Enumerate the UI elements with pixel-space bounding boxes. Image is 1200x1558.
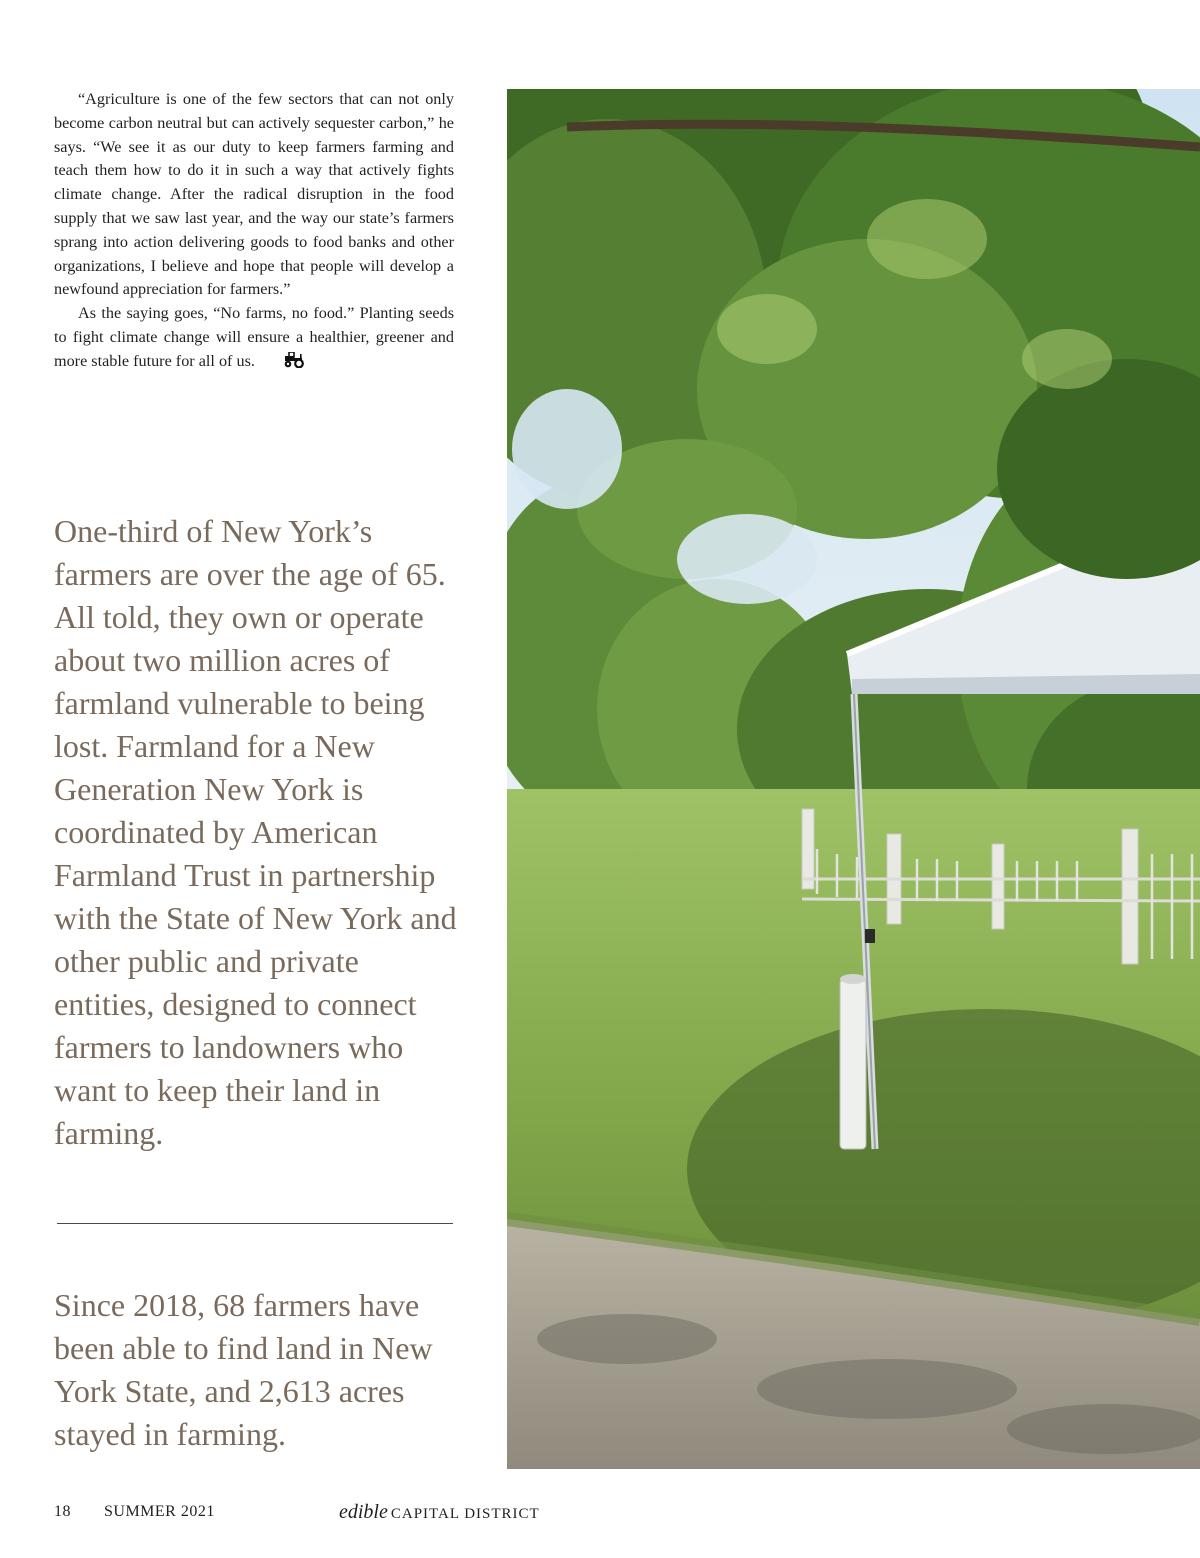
issue-label: SUMMER 2021: [104, 1503, 215, 1520]
publication-name-italic: edible: [339, 1501, 388, 1523]
photo-illustration: [507, 89, 1200, 1469]
page-number: 18: [54, 1503, 71, 1520]
article-body: [54, 88, 454, 376]
article-paragraph-text: As the saying goes, “No farms, no food.” Planting seeds to fight climate change will ensure a healthier, greener and more stable future for all of us.: [54, 304, 454, 370]
article-paragraph-closing: [54, 302, 454, 375]
tractor-icon: [259, 352, 305, 376]
publication-region: CAPITAL DISTRICT: [390, 1506, 540, 1522]
pull-quote-farmers-age: One-third of New York’s farmers are over the age of 65. All told, they own or operate about two million acres of farmland vulnerable to being lost. Farmland for a New Generation New York is coordinated by American Farmland Trust in partnership with the State of New York and other public and private entities, designed to connect farmers to landowners who want to keep their land in farming.: [54, 513, 457, 1151]
divider: [57, 1223, 453, 1224]
pull-quote-farmers-found-land: Since 2018, 68 farmers have been able to find land in New York State, and 2,613 acres stayed in farming.: [54, 1287, 433, 1452]
article-paragraph: “Agriculture is one of the few sectors that can not only become carbon neutral but can actively sequester carbon,” he says. “We see it as our duty to keep farmers farming and teach them how to do it in such a way that actively fights climate change. After the radical disruption in the food supply that we saw last year, and the way our state’s farmers sprang into action delivering goods to food banks and other organizations, I believe and hope that people will develop a newfound appreciation for farmers.”: [54, 90, 454, 299]
farm-tent-photo: [507, 89, 1200, 1469]
publication-name: [339, 1501, 540, 1524]
